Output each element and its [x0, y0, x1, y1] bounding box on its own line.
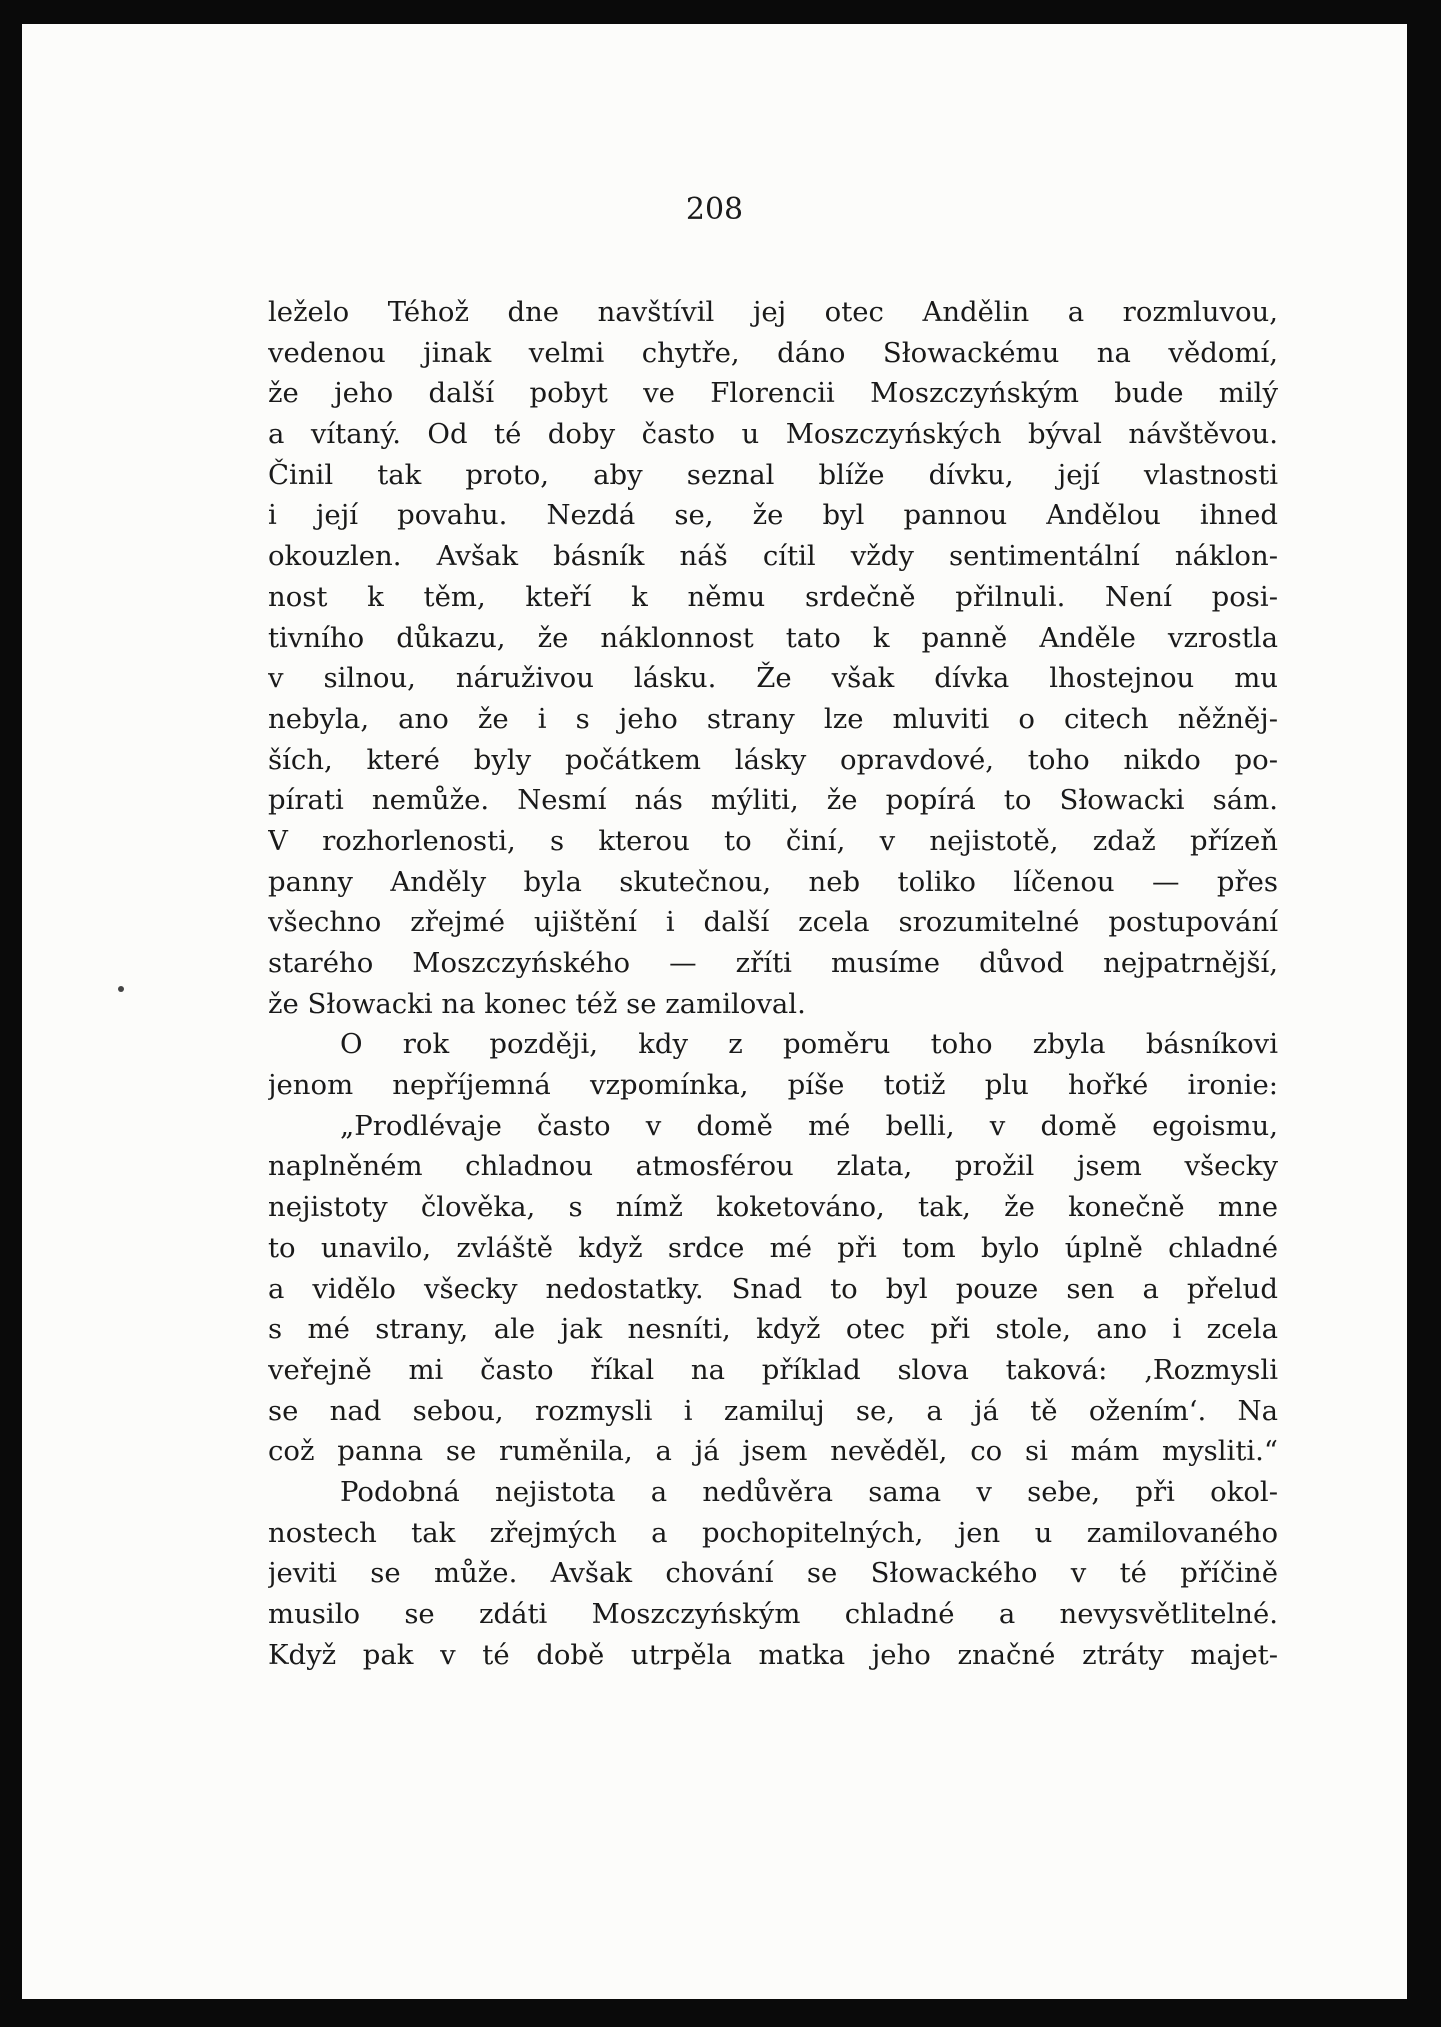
paragraph-start-line: Podobná nejistota a nedůvěra sama v sebe, při okol-	[340, 1475, 1278, 1508]
text-line: okouzlen. Avšak básník náš cítil vždy sentimentální náklon-	[268, 540, 1278, 573]
text-line: starého Moszczyńského — zříti musíme důvod nejpatrnější,	[268, 947, 1278, 979]
text-line: Když pak v té době utrpěla matka jeho značné ztráty majet-	[268, 1638, 1278, 1671]
text-line: to unavilo, zvláště když srdce mé při tom bylo úplně chladné	[268, 1231, 1278, 1264]
text-line: V rozhorlenosti, s kterou to činí, v nejistotě, zdaž přízeň	[268, 824, 1278, 857]
paragraph-start-line: O rok později, kdy z poměru toho zbyla básníkovi	[340, 1028, 1278, 1061]
text-line: leželo Téhož dne navštívil jej otec Andělin a rozmluvou,	[268, 296, 1278, 328]
text-line: nostech tak zřejmých a pochopitelných, jen u zamilovaného	[268, 1516, 1278, 1549]
text-line: že jeho další pobyt ve Florencii Moszczyńským bude milý	[268, 377, 1278, 410]
text-line: všechno zřejmé ujištění i další zcela srozumitelné postupování	[268, 906, 1278, 939]
text-line: se nad sebou, rozmysli i zamiluj se, a já tě ožením‘. Na	[268, 1394, 1278, 1427]
text-line: panny Anděly byla skutečnou, neb toliko líčenou — přes	[268, 865, 1278, 898]
book-page	[22, 24, 1407, 1999]
text-line: s mé strany, ale jak nesníti, když otec při stole, ano i zcela	[268, 1313, 1278, 1346]
text-line: nost k těm, kteří k němu srdečně přilnuli. Není posi-	[268, 580, 1278, 613]
paragraph-end-line: že Słowacki na konec též se zamiloval.	[268, 987, 806, 1020]
text-line: pírati nemůže. Nesmí nás mýliti, že popírá to Słowacki sám.	[268, 784, 1278, 817]
text-line: v silnou, náruživou lásku. Že však dívka lhostejnou mu	[268, 662, 1278, 695]
text-line: jeviti se může. Avšak chování se Słowackého v té příčině	[268, 1557, 1278, 1590]
text-line: Činil tak proto, aby seznal blíže dívku, její vlastnosti	[268, 458, 1278, 491]
body-text	[268, 292, 1278, 1675]
text-line: naplněném chladnou atmosférou zlata, prožil jsem všecky	[268, 1150, 1278, 1183]
quote-end-line: což panna se ruměnila, a já jsem nevěděl, co si mám mysliti.“	[268, 1435, 1278, 1468]
text-line: nebyla, ano že i s jeho strany lze mluviti o citech něžněj-	[268, 702, 1278, 735]
text-line: a vítaný. Od té doby často u Moszczyńských býval návštěvou.	[268, 418, 1278, 451]
text-line: tivního důkazu, že náklonnost tato k panně Anděle vzrostla	[268, 621, 1278, 654]
text-line: jenom nepříjemná vzpomínka, píše totiž plu hořké ironie:	[268, 1069, 1278, 1102]
text-line: nejistoty člověka, s nímž koketováno, tak, že konečně mne	[268, 1191, 1278, 1224]
text-line: veřejně mi často říkal na příklad slova taková: ‚Rozmysli	[268, 1353, 1278, 1386]
text-line: musilo se zdáti Moszczyńským chladné a nevysvětlitelné.	[268, 1598, 1278, 1630]
page-number: 208	[685, 192, 744, 227]
text-line: i její povahu. Nezdá se, že byl pannou Andělou ihned	[268, 499, 1278, 532]
quote-start-line: „Prodlévaje často v domě mé belli, v domě egoismu,	[340, 1109, 1278, 1142]
text-line: a vidělo všecky nedostatky. Snad to byl pouze sen a přelud	[268, 1272, 1278, 1305]
text-line: ších, které byly počátkem lásky opravdové, toho nikdo po-	[268, 743, 1278, 776]
scan-speck	[118, 986, 124, 992]
text-line: vedenou jinak velmi chytře, dáno Słowackému na vědomí,	[268, 336, 1278, 369]
